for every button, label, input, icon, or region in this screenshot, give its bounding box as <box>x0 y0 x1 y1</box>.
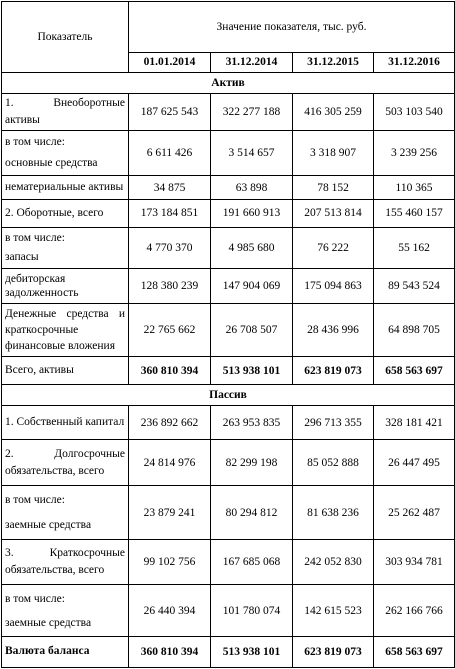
indicator-header: Показатель <box>2 2 129 73</box>
value-cell: 3 239 256 <box>374 130 455 175</box>
value-cell: 173 184 851 <box>129 199 211 227</box>
row-label-noncurrent: 1. Внеоборотные активы <box>2 93 129 130</box>
value-cell: 24 814 976 <box>129 440 211 486</box>
value-cell: 26 447 495 <box>374 440 455 486</box>
value-cell: 513 938 101 <box>211 356 293 385</box>
table-row-total-assets <box>2 356 455 385</box>
table-row <box>2 199 455 227</box>
value-cell: 63 898 <box>211 176 293 200</box>
table-row <box>2 93 455 130</box>
value-cell: 242 052 830 <box>293 540 374 585</box>
value-cell: 78 152 <box>293 176 374 200</box>
value-cell: 82 299 198 <box>211 440 293 486</box>
value-cell: 26 708 507 <box>211 304 293 357</box>
table-row <box>2 540 455 585</box>
value-cell: 262 166 766 <box>374 585 455 637</box>
row-label-longterm: 2. Долгосрочные обязательства, всего <box>2 440 129 486</box>
row-label-balance-total: Валюта баланса <box>2 636 129 667</box>
table-row <box>2 486 455 540</box>
value-cell: 416 305 259 <box>293 93 374 130</box>
row-label-receivables: дебиторская задолженность <box>2 268 129 303</box>
value-cell: 236 892 662 <box>129 406 211 440</box>
value-cell: 89 543 524 <box>374 268 455 303</box>
value-cell: 147 904 069 <box>211 268 293 303</box>
value-cell: 34 875 <box>129 176 211 200</box>
value-cell: 76 222 <box>293 227 374 268</box>
table-row <box>2 176 455 200</box>
value-cell: 64 898 705 <box>374 304 455 357</box>
value-cell: 26 440 394 <box>129 585 211 637</box>
row-label-total-assets: Всего, активы <box>2 356 129 385</box>
row-label-shortterm-loans: в том числе: заемные средства <box>2 585 129 637</box>
value-cell: 25 262 487 <box>374 486 455 540</box>
value-cell: 4 985 680 <box>211 227 293 268</box>
table-row <box>2 406 455 440</box>
value-cell: 99 102 756 <box>129 540 211 585</box>
value-cell: 22 765 662 <box>129 304 211 357</box>
table-row <box>2 130 455 175</box>
value-cell: 81 638 236 <box>293 486 374 540</box>
table-row-balance-total <box>2 636 455 667</box>
date-header: 31.12.2015 <box>293 52 374 73</box>
value-cell: 207 513 814 <box>293 199 374 227</box>
date-header: 31.12.2014 <box>211 52 293 73</box>
value-cell: 3 318 907 <box>293 130 374 175</box>
value-cell: 263 953 835 <box>211 406 293 440</box>
value-caption-header: Значение показателя, тыс. руб. <box>129 2 455 53</box>
value-cell: 296 713 355 <box>293 406 374 440</box>
row-label-intangible: нематериальные активы <box>2 176 129 200</box>
value-cell: 513 938 101 <box>211 636 293 667</box>
balance-sheet-table <box>1 1 455 668</box>
value-cell: 360 810 394 <box>129 356 211 385</box>
value-cell: 322 277 188 <box>211 93 293 130</box>
row-label-cash: Денежные средства и краткосрочные финансовые вложения <box>2 304 129 357</box>
value-cell: 110 365 <box>374 176 455 200</box>
value-cell: 6 611 426 <box>129 130 211 175</box>
value-cell: 128 380 239 <box>129 268 211 303</box>
value-cell: 175 094 863 <box>293 268 374 303</box>
value-cell: 23 879 241 <box>129 486 211 540</box>
table-row <box>2 440 455 486</box>
value-cell: 360 810 394 <box>129 636 211 667</box>
section-title-liabilities: Пассив <box>2 385 455 406</box>
row-label-shortterm: 3. Краткосрочные обязательства, всего <box>2 540 129 585</box>
value-cell: 623 819 073 <box>293 356 374 385</box>
row-label-longterm-loans: в том числе: заемные средства <box>2 486 129 540</box>
value-cell: 191 660 913 <box>211 199 293 227</box>
value-cell: 28 436 996 <box>293 304 374 357</box>
table-row <box>2 304 455 357</box>
row-label-equity: 1. Собственный капитал <box>2 406 129 440</box>
value-cell: 155 460 157 <box>374 199 455 227</box>
value-cell: 658 563 697 <box>374 356 455 385</box>
section-row-liabilities <box>2 385 455 406</box>
row-label-fixed-assets: в том числе: основные средства <box>2 130 129 175</box>
table-row <box>2 585 455 637</box>
value-cell: 303 934 781 <box>374 540 455 585</box>
value-cell: 80 294 812 <box>211 486 293 540</box>
value-cell: 328 181 421 <box>374 406 455 440</box>
value-cell: 503 103 540 <box>374 93 455 130</box>
value-cell: 142 615 523 <box>293 585 374 637</box>
value-cell: 658 563 697 <box>374 636 455 667</box>
value-cell: 623 819 073 <box>293 636 374 667</box>
value-cell: 4 770 370 <box>129 227 211 268</box>
value-cell: 3 514 657 <box>211 130 293 175</box>
table-row <box>2 268 455 303</box>
section-title-assets: Актив <box>2 73 455 94</box>
date-header: 31.12.2016 <box>374 52 455 73</box>
value-cell: 167 685 068 <box>211 540 293 585</box>
row-label-inventory: в том числе: запасы <box>2 227 129 268</box>
value-cell: 85 052 888 <box>293 440 374 486</box>
row-label-current-assets: 2. Оборотные, всего <box>2 199 129 227</box>
table-row <box>2 227 455 268</box>
value-cell: 187 625 543 <box>129 93 211 130</box>
header-row <box>2 2 455 53</box>
value-cell: 55 162 <box>374 227 455 268</box>
date-header: 01.01.2014 <box>129 52 211 73</box>
value-cell: 101 780 074 <box>211 585 293 637</box>
section-row-assets <box>2 73 455 94</box>
